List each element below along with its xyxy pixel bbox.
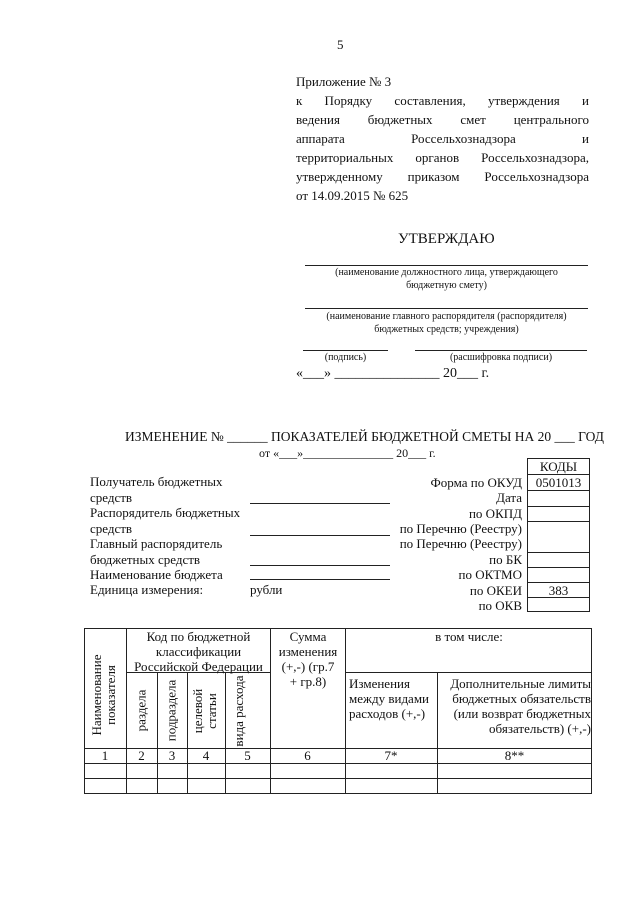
col-number: 6 — [304, 748, 311, 763]
col-section: раздела — [133, 689, 149, 732]
document-title: ИЗМЕНЕНИЕ № ______ ПОКАЗАТЕЛЕЙ БЮДЖЕТНОЙ СМЕТЫ НА 20 ___ ГОД — [125, 429, 604, 444]
field-line — [250, 535, 390, 536]
col-7: Изменения между видами расходов (+,-) — [349, 676, 430, 721]
col-subsection: подраздела — [163, 679, 179, 742]
caption: бюджетную смету) — [406, 280, 487, 291]
label: бюджетных средств — [90, 552, 201, 567]
col-number: 2 — [138, 748, 145, 763]
col-number: 7* — [384, 748, 398, 763]
code-label: по Перечню (Реестру) — [399, 521, 522, 536]
code-label: по ОКЕИ — [469, 583, 522, 598]
approve-date: «___» _______________ 20___ г. — [296, 366, 490, 381]
appendix-first-line-fix — [296, 72, 297, 73]
caption: (наименование должностного лица, утверждающего — [335, 267, 558, 278]
manager-line — [305, 308, 588, 309]
col-number: 4 — [202, 748, 210, 763]
col-number: 3 — [168, 748, 176, 763]
col-indicator-name: Наименование показателя — [89, 654, 118, 736]
caption: (наименование главного распорядителя (распорядителя) — [326, 311, 567, 322]
okud-code: 0501013 — [535, 475, 582, 490]
caption: бюджетных средств; учреждения) — [374, 324, 519, 335]
appendix-line: к Порядку составления, утверждения и — [296, 93, 589, 108]
caption: (подпись) — [324, 352, 367, 363]
code-label: Форма по ОКУД — [430, 475, 522, 490]
appendix-line: ведения бюджетных смет центрального — [296, 112, 589, 127]
col-expense-type: вида расхода — [231, 675, 246, 747]
label: Получатель бюджетных — [90, 474, 223, 489]
appendix-line: от 14.09.2015 № 625 — [296, 188, 409, 203]
okei-code: 383 — [548, 583, 569, 598]
code-label: по ОКПД — [468, 506, 522, 521]
page-number: 5 — [337, 37, 344, 52]
col-number: 5 — [244, 748, 251, 763]
col-number: 1 — [101, 748, 109, 763]
col-code-group: Код по бюджетной классификации Российской Федерации — [134, 629, 263, 674]
appendix-line: территориальных органов Россельхознадзора, — [296, 150, 589, 165]
label: средств — [90, 490, 133, 505]
col-sum: Сумма изменения (+,-) (гр.7 + гр.8) — [278, 629, 338, 689]
label: Наименование бюджета — [90, 567, 223, 582]
col-number: 8** — [504, 748, 525, 763]
label: Главный распорядитель — [90, 536, 223, 551]
approve-title: УТВЕРЖДАЮ — [398, 231, 495, 247]
code-label: по Перечню (Реестру) — [399, 536, 522, 551]
caption: (расшифровка подписи) — [449, 352, 553, 363]
code-label: по БК — [489, 552, 522, 567]
appendix-line: утвержденному приказом Россельхознадзора — [296, 169, 589, 184]
col-including: в том числе: — [435, 629, 503, 644]
codes-header: КОДЫ — [539, 459, 578, 474]
field-line — [250, 565, 390, 566]
label: Распорядитель бюджетных — [90, 505, 241, 520]
appendix-line: Приложение № 3 — [296, 74, 392, 89]
unit-value: рубли — [250, 582, 283, 597]
code-label: по ОКВ — [478, 598, 522, 613]
code-label: по ОКТМО — [458, 567, 522, 582]
document-date: от «___»_______________ 20___ г. — [259, 446, 436, 460]
appendix-line: аппарата Россельхознадзора и — [296, 131, 589, 146]
col-target-article: целевой статьи — [190, 688, 219, 734]
col-8: Дополнительные лимиты бюджетных обязательств (или возврат бюджетных обязательств) (+,-) — [450, 676, 591, 736]
code-label: Дата — [496, 490, 522, 505]
label: Единица измерения: — [90, 582, 204, 597]
label: средств — [90, 521, 133, 536]
field-line — [250, 503, 390, 504]
field-line — [250, 579, 390, 580]
